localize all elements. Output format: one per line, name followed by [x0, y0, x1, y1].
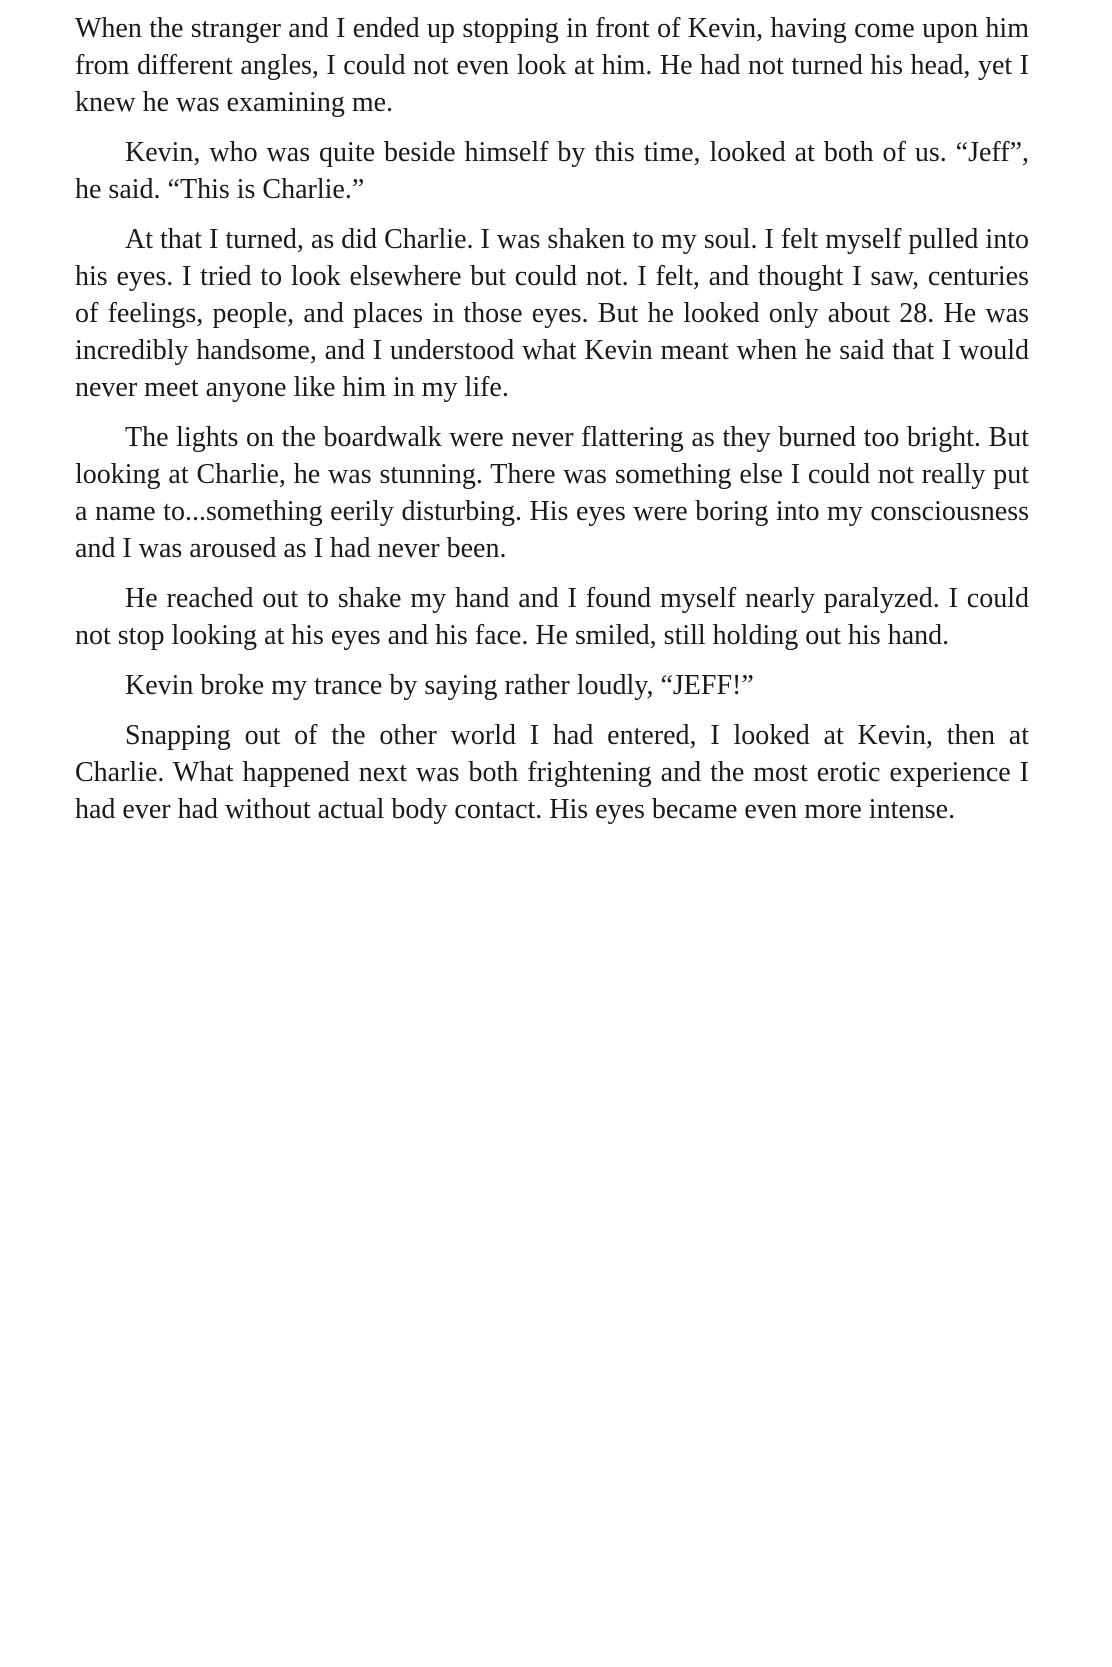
paragraph: The lights on the boardwalk were never flattering as they burned too bright. But looking at Charlie, he was stunning. There was something else I could not really put a name to...something eerily disturbing. His eyes were boring into my consciousness and I was aroused as I had never been. [75, 422, 1029, 564]
paragraph: When the stranger and I ended up stopping in front of Kevin, having come upon him from different angles, I could not even look at him. He had not turned his head, yet I knew he was examining me. [75, 13, 1029, 118]
paragraph: At that I turned, as did Charlie. I was shaken to my soul. I felt myself pulled into his eyes. I tried to look elsewhere but could not. I felt, and thought I saw, centuries of feelings, people, and places in those eyes. But he looked only about 28. He was incredibly handsome, and I understood what Kevin meant when he said that I would never meet anyone like him in my life. [75, 224, 1029, 403]
paragraph: Kevin, who was quite beside himself by this time, looked at both of us. “Jeff”, he said. “This is Charlie.” [75, 137, 1029, 205]
paragraph: He reached out to shake my hand and I found myself nearly paralyzed. I could not stop looking at his eyes and his face. He smiled, still holding out his hand. [75, 583, 1029, 651]
paragraph: Snapping out of the other world I had entered, I looked at Kevin, then at Charlie. What happened next was both frightening and the most erotic experience I had ever had without actual body contact. His eyes became even more intense. [75, 720, 1029, 825]
document-page [75, 10, 1029, 841]
paragraph: Kevin broke my trance by saying rather loudly, “JEFF!” [125, 670, 754, 701]
